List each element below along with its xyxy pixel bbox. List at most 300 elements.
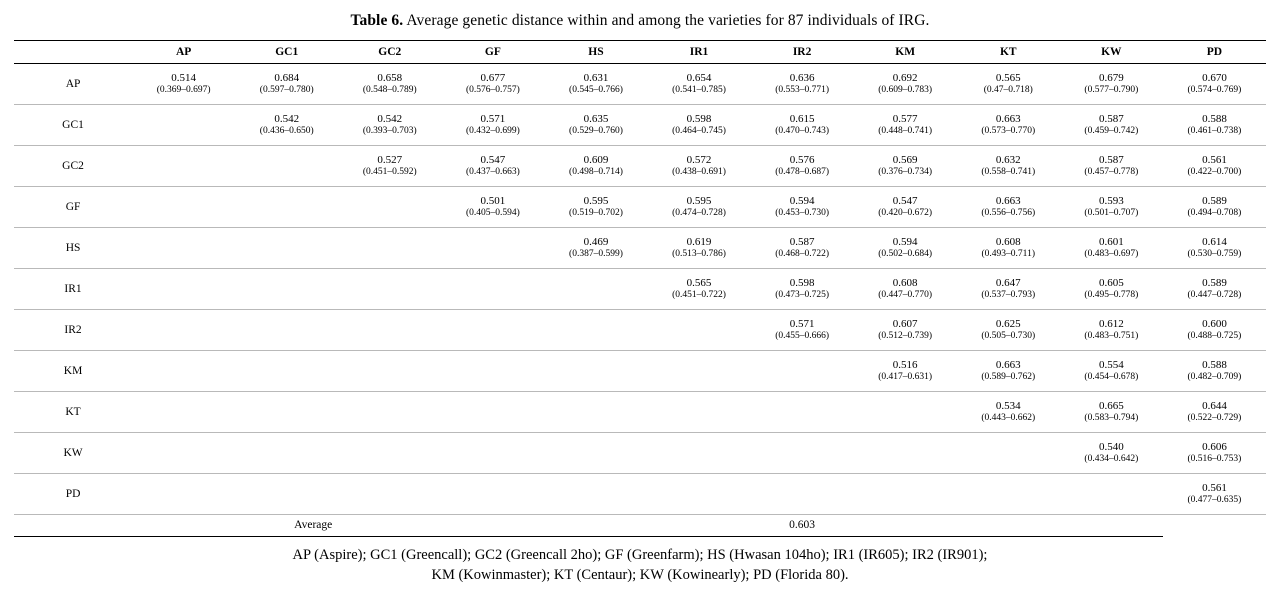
cell-value: 0.631 [583,71,609,84]
cell-ap-ir1 [647,64,750,105]
cell-gc2-ap [132,146,235,187]
cell-ap-gc2 [338,64,441,105]
cell-range: (0.478–0.687) [775,166,830,177]
cell-value: 0.636 [789,71,815,84]
cell-value: 0.601 [1098,235,1124,248]
cell-value: 0.670 [1202,71,1227,84]
cell-gf-km [854,187,957,228]
cell-gc2-pd [1163,146,1266,187]
cell-hs-kt [957,228,1060,269]
cell-gc2-km [854,146,957,187]
table-row [14,433,1266,474]
cell-ap-hs [544,64,647,105]
cell-range: (0.422–0.700) [1187,166,1242,177]
caption-label: Table 6. [350,12,404,29]
cell-km-pd [1163,351,1266,392]
cell-gc1-km [854,105,957,146]
cell-pd-gc1 [235,474,338,515]
cell-kt-kt [957,392,1060,433]
row-header-gc1: GC1 [14,105,132,146]
cell-hs-pd [1163,228,1266,269]
cell-gc1-gc2 [338,105,441,146]
cell-ap-gc1 [235,64,338,105]
cell-range: (0.488–0.725) [1187,330,1242,341]
cell-range: (0.537–0.793) [981,289,1036,300]
cell-gc1-ap [132,105,235,146]
cell-pd-ir1 [647,474,750,515]
cell-value: 0.605 [1098,276,1124,289]
cell-hs-kw [1060,228,1163,269]
cell-value: 0.587 [789,235,815,248]
col-header-ap: AP [132,41,235,64]
cell-value: 0.540 [1098,440,1124,453]
cell-value: 0.625 [995,317,1021,330]
cell-value: 0.607 [892,317,918,330]
cell-km-ir2 [751,351,854,392]
cell-hs-gc1 [235,228,338,269]
cell-gf-kw [1060,187,1163,228]
cell-range: (0.530–0.759) [1187,248,1242,259]
cell-gc1-pd [1163,105,1266,146]
cell-kt-gc1 [235,392,338,433]
cell-ir2-pd [1163,310,1266,351]
cell-range: (0.516–0.753) [1187,453,1242,464]
cell-ap-ap [132,64,235,105]
cell-range: (0.482–0.709) [1187,371,1242,382]
cell-value: 0.577 [892,112,918,125]
cell-value: 0.658 [377,71,403,84]
cell-value: 0.587 [1098,153,1124,166]
cell-pd-km [854,474,957,515]
cell-value: 0.576 [789,153,815,166]
cell-range: (0.393–0.703) [362,125,417,136]
cell-kt-kw [1060,392,1163,433]
cell-range: (0.443–0.662) [981,412,1036,423]
row-header-ir2: IR2 [14,310,132,351]
cell-ir2-ir2 [751,310,854,351]
cell-gf-ap [132,187,235,228]
cell-value: 0.571 [480,112,506,125]
cell-ap-pd [1163,64,1266,105]
cell-ir1-kw [1060,269,1163,310]
cell-range: (0.576–0.757) [465,84,520,95]
cell-kw-ir1 [647,433,750,474]
cell-value: 0.554 [1098,358,1124,371]
cell-value: 0.595 [583,194,609,207]
cell-ir1-ir1 [647,269,750,310]
cell-range: (0.522–0.729) [1187,412,1242,423]
cell-value: 0.635 [583,112,609,125]
average-label: Average [14,515,338,537]
cell-gc2-ir1 [647,146,750,187]
cell-ir2-km [854,310,957,351]
cell-range: (0.454–0.678) [1084,371,1139,382]
cell-value: 0.679 [1098,71,1124,84]
average-value: 0.603 [751,515,854,537]
corner-cell [14,41,132,64]
cell-km-km [854,351,957,392]
cell-range: (0.387–0.599) [569,248,623,259]
cell-ir1-pd [1163,269,1266,310]
cell-range: (0.447–0.770) [878,289,933,300]
cell-range: (0.432–0.699) [465,125,520,136]
cell-pd-gc2 [338,474,441,515]
cell-ap-ir2 [751,64,854,105]
table-row [14,105,1266,146]
cell-range: (0.513–0.786) [672,248,726,259]
genetic-distance-table [14,40,1266,537]
cell-ir2-gc2 [338,310,441,351]
cell-range: (0.589–0.762) [981,371,1036,382]
cell-ap-kw [1060,64,1163,105]
cell-ir2-kw [1060,310,1163,351]
cell-value: 0.615 [789,112,815,125]
cell-kw-gc1 [235,433,338,474]
cell-value: 0.600 [1202,317,1227,330]
cell-hs-gf [441,228,544,269]
cell-kt-ir1 [647,392,750,433]
table-row [14,187,1266,228]
cell-range: (0.447–0.728) [1187,289,1242,300]
table-header [14,41,1266,64]
cell-km-kt [957,351,1060,392]
row-header-pd: PD [14,474,132,515]
cell-range: (0.434–0.642) [1084,453,1139,464]
cell-km-ir1 [647,351,750,392]
cell-gf-gf [441,187,544,228]
cell-value: 0.589 [1202,194,1227,207]
cell-range: (0.438–0.691) [672,166,726,177]
table-row [14,269,1266,310]
cell-kw-pd [1163,433,1266,474]
cell-value: 0.547 [892,194,918,207]
cell-value: 0.677 [480,71,506,84]
col-header-km: KM [854,41,957,64]
table-container [14,40,1266,537]
cell-gc2-gf [441,146,544,187]
cell-ir1-hs [544,269,647,310]
cell-hs-km [854,228,957,269]
cell-value: 0.598 [789,276,815,289]
cell-range: (0.502–0.684) [878,248,933,259]
cell-range: (0.483–0.697) [1084,248,1139,259]
table-row [14,64,1266,105]
cell-value: 0.644 [1202,399,1227,412]
cell-ap-km [854,64,957,105]
cell-range: (0.541–0.785) [672,84,726,95]
cell-ir2-kt [957,310,1060,351]
cell-range: (0.470–0.743) [775,125,830,136]
row-header-km: KM [14,351,132,392]
cell-km-hs [544,351,647,392]
cell-ir2-gf [441,310,544,351]
cell-value: 0.593 [1098,194,1124,207]
cell-kw-ir2 [751,433,854,474]
cell-value: 0.663 [995,358,1021,371]
average-row [14,515,1266,537]
cell-value: 0.501 [480,194,506,207]
cell-km-gc2 [338,351,441,392]
cell-range: (0.376–0.734) [878,166,933,177]
cell-value: 0.608 [892,276,918,289]
table-body [14,64,1266,537]
cell-kt-ir2 [751,392,854,433]
cell-range: (0.474–0.728) [672,207,726,218]
cell-range: (0.545–0.766) [569,84,623,95]
cell-range: (0.597–0.780) [259,84,314,95]
row-header-ap: AP [14,64,132,105]
col-header-ir1: IR1 [647,41,750,64]
cell-value: 0.654 [686,71,712,84]
cell-range: (0.369–0.697) [156,84,211,95]
cell-range: (0.493–0.711) [981,248,1035,259]
cell-gc1-gc1 [235,105,338,146]
cell-ir1-ap [132,269,235,310]
cell-range: (0.473–0.725) [775,289,830,300]
cell-value: 0.469 [583,235,609,248]
cell-pd-ap [132,474,235,515]
cell-range: (0.451–0.592) [362,166,417,177]
cell-pd-kw [1060,474,1163,515]
cell-value: 0.527 [377,153,403,166]
cell-range: (0.461–0.738) [1187,125,1242,136]
cell-range: (0.556–0.756) [981,207,1036,218]
cell-gc2-gc2 [338,146,441,187]
cell-range: (0.457–0.778) [1084,166,1139,177]
cell-gf-ir1 [647,187,750,228]
cell-kt-hs [544,392,647,433]
cell-hs-ap [132,228,235,269]
cell-range: (0.464–0.745) [672,125,726,136]
cell-value: 0.647 [995,276,1021,289]
cell-value: 0.516 [892,358,918,371]
cell-kw-km [854,433,957,474]
cell-value: 0.542 [377,112,403,125]
caption-text: Average genetic distance within and among the varieties for 87 individuals of IRG. [406,12,930,29]
cell-gc1-kt [957,105,1060,146]
row-header-kw: KW [14,433,132,474]
cell-ir2-ir1 [647,310,750,351]
cell-range: (0.498–0.714) [569,166,623,177]
col-header-pd: PD [1163,41,1266,64]
cell-kt-km [854,392,957,433]
cell-value: 0.561 [1202,481,1227,494]
cell-ir1-ir2 [751,269,854,310]
cell-ir1-gc1 [235,269,338,310]
cell-range: (0.574–0.769) [1187,84,1242,95]
cell-value: 0.569 [892,153,918,166]
cell-range: (0.501–0.707) [1084,207,1139,218]
col-header-kw: KW [1060,41,1163,64]
cell-km-ap [132,351,235,392]
cell-value: 0.588 [1202,358,1227,371]
cell-value: 0.594 [789,194,815,207]
cell-gf-gc1 [235,187,338,228]
cell-value: 0.534 [995,399,1021,412]
cell-value: 0.565 [995,71,1021,84]
cell-gc1-ir1 [647,105,750,146]
cell-hs-hs [544,228,647,269]
cell-value: 0.547 [480,153,506,166]
cell-pd-kt [957,474,1060,515]
cell-range: (0.505–0.730) [981,330,1036,341]
cell-range: (0.558–0.741) [981,166,1036,177]
cell-hs-ir2 [751,228,854,269]
cell-range: (0.519–0.702) [569,207,623,218]
col-header-ir2: IR2 [751,41,854,64]
footnote-line-1: AP (Aspire); GC1 (Greencall); GC2 (Greencall 2ho); GF (Greenfarm); HS (Hwasan 104ho); IR1 (IR605); IR2 (IR901); [292,547,988,563]
table-row [14,146,1266,187]
cell-value: 0.684 [274,71,300,84]
cell-value: 0.612 [1098,317,1124,330]
cell-range: (0.577–0.790) [1084,84,1139,95]
cell-value: 0.663 [995,194,1021,207]
cell-pd-pd [1163,474,1266,515]
row-header-ir1: IR1 [14,269,132,310]
col-header-gc1: GC1 [235,41,338,64]
table-row [14,474,1266,515]
cell-value: 0.614 [1202,235,1227,248]
cell-gf-gc2 [338,187,441,228]
cell-hs-ir1 [647,228,750,269]
cell-value: 0.571 [789,317,815,330]
cell-kt-pd [1163,392,1266,433]
cell-gf-hs [544,187,647,228]
footnote-line-2: KM (Kowinmaster); KT (Centaur); KW (Kowinearly); PD (Florida 80). [431,566,849,583]
cell-range: (0.455–0.666) [775,330,830,341]
cell-range: (0.453–0.730) [775,207,830,218]
cell-ap-kt [957,64,1060,105]
cell-value: 0.587 [1098,112,1124,125]
cell-range: (0.494–0.708) [1187,207,1242,218]
cell-value: 0.665 [1098,399,1124,412]
col-header-gc2: GC2 [338,41,441,64]
cell-ir2-gc1 [235,310,338,351]
cell-ir1-gc2 [338,269,441,310]
cell-gf-pd [1163,187,1266,228]
cell-kw-kt [957,433,1060,474]
cell-ir1-gf [441,269,544,310]
cell-range: (0.468–0.722) [775,248,830,259]
cell-pd-ir2 [751,474,854,515]
cell-gc2-gc1 [235,146,338,187]
cell-range: (0.420–0.672) [878,207,933,218]
cell-kt-ap [132,392,235,433]
cell-value: 0.589 [1202,276,1227,289]
cell-ir2-hs [544,310,647,351]
cell-pd-hs [544,474,647,515]
cell-km-kw [1060,351,1163,392]
average-spacer-left [338,515,750,537]
table-row [14,228,1266,269]
cell-range: (0.477–0.635) [1187,494,1242,505]
cell-range: (0.583–0.794) [1084,412,1139,423]
cell-kt-gc2 [338,392,441,433]
cell-range: (0.553–0.771) [775,84,830,95]
cell-range: (0.459–0.742) [1084,125,1139,136]
cell-kw-gc2 [338,433,441,474]
cell-range: (0.483–0.751) [1084,330,1139,341]
cell-value: 0.619 [686,235,712,248]
cell-gc2-kt [957,146,1060,187]
cell-gc1-kw [1060,105,1163,146]
cell-kw-ap [132,433,235,474]
cell-range: (0.609–0.783) [878,84,933,95]
cell-kw-gf [441,433,544,474]
table-row [14,351,1266,392]
cell-ir1-km [854,269,957,310]
cell-value: 0.572 [686,153,712,166]
cell-value: 0.609 [583,153,609,166]
col-header-hs: HS [544,41,647,64]
header-row [14,41,1266,64]
cell-range: (0.512–0.739) [878,330,933,341]
cell-range: (0.417–0.631) [878,371,933,382]
cell-gc1-gf [441,105,544,146]
cell-value: 0.595 [686,194,712,207]
col-header-kt: KT [957,41,1060,64]
cell-value: 0.565 [686,276,712,289]
cell-ir2-ap [132,310,235,351]
cell-value: 0.561 [1202,153,1227,166]
cell-value: 0.608 [995,235,1021,248]
cell-kw-kw [1060,433,1163,474]
cell-range: (0.448–0.741) [878,125,933,136]
cell-gc1-hs [544,105,647,146]
col-header-gf: GF [441,41,544,64]
cell-value: 0.588 [1202,112,1227,125]
cell-range: (0.495–0.778) [1084,289,1139,300]
cell-value: 0.594 [892,235,918,248]
cell-ir1-kt [957,269,1060,310]
cell-gc1-ir2 [751,105,854,146]
cell-ap-gf [441,64,544,105]
cell-gc2-ir2 [751,146,854,187]
row-header-gf: GF [14,187,132,228]
cell-range: (0.573–0.770) [981,125,1036,136]
cell-range: (0.548–0.789) [362,84,417,95]
cell-hs-gc2 [338,228,441,269]
cell-value: 0.514 [171,71,196,84]
row-header-gc2: GC2 [14,146,132,187]
cell-gc2-kw [1060,146,1163,187]
cell-kt-gf [441,392,544,433]
cell-range: (0.436–0.650) [259,125,314,136]
cell-pd-gf [441,474,544,515]
table-row [14,310,1266,351]
table-row [14,392,1266,433]
cell-range: (0.405–0.594) [465,207,520,218]
cell-gc2-hs [544,146,647,187]
cell-gf-ir2 [751,187,854,228]
cell-value: 0.663 [995,112,1021,125]
cell-value: 0.542 [274,112,300,125]
cell-km-gf [441,351,544,392]
cell-range: (0.529–0.760) [569,125,623,136]
average-spacer-right [854,515,1163,537]
cell-range: (0.451–0.722) [672,289,726,300]
cell-value: 0.598 [686,112,712,125]
cell-range: (0.437–0.663) [465,166,520,177]
cell-range: (0.47–0.718) [983,84,1033,95]
table-footnote [0,537,1280,585]
table-caption [0,0,1280,40]
cell-kw-hs [544,433,647,474]
cell-value: 0.606 [1202,440,1227,453]
row-header-kt: KT [14,392,132,433]
cell-value: 0.632 [995,153,1021,166]
cell-gf-kt [957,187,1060,228]
